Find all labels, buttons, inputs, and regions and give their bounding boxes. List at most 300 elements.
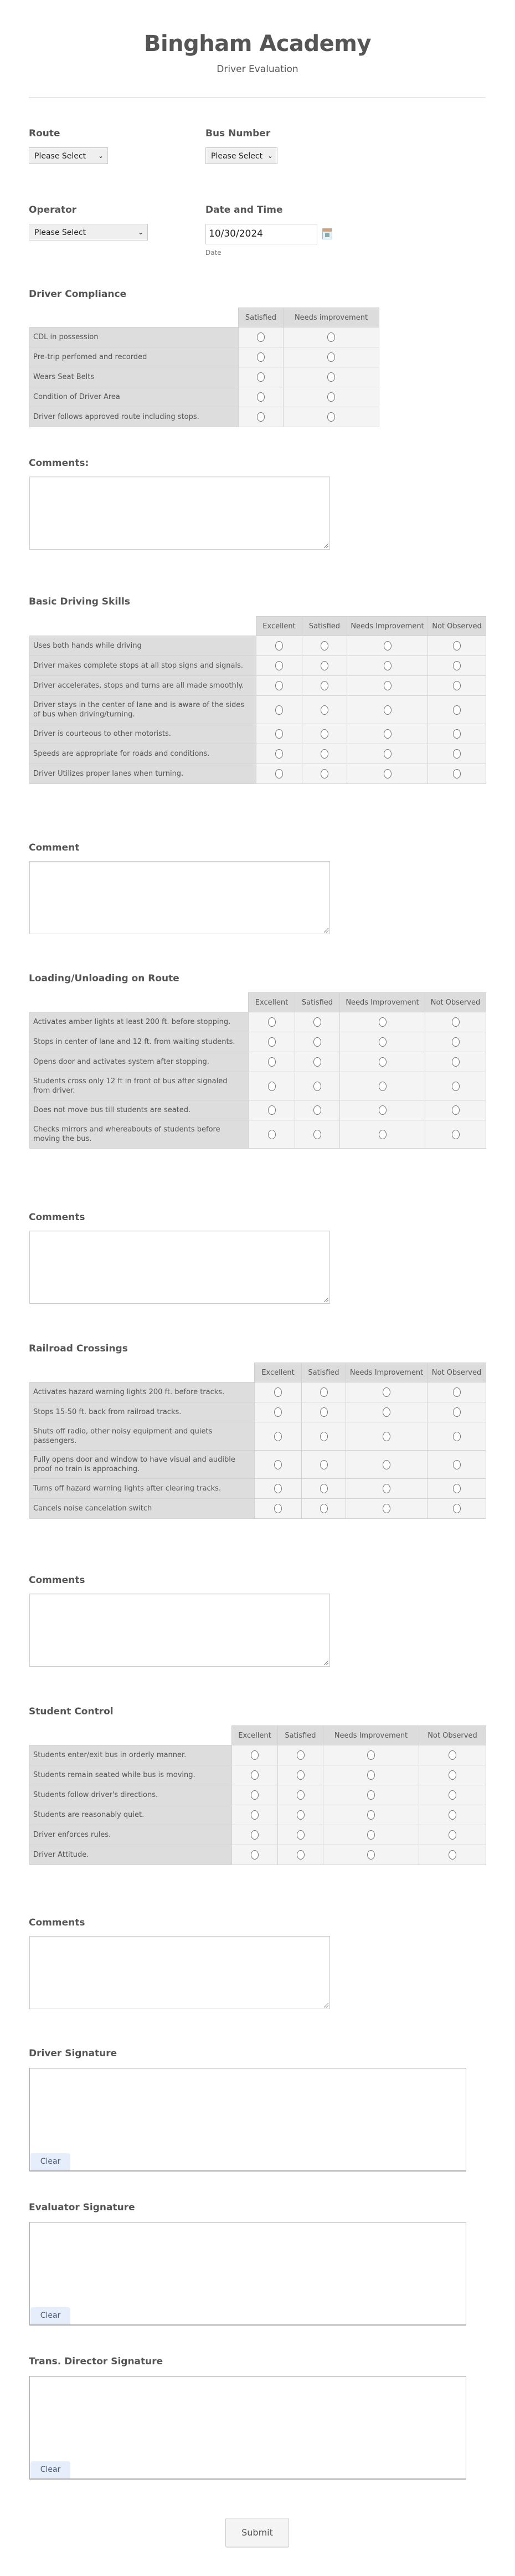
matrix-header-row: [30, 1363, 486, 1382]
radio-cell: [239, 347, 284, 367]
radio-cell: [302, 636, 347, 656]
radio-button[interactable]: [297, 1850, 305, 1860]
radio-button[interactable]: [449, 1770, 456, 1780]
radio-button[interactable]: [297, 1770, 305, 1780]
matrix-corner-cell: [30, 993, 249, 1012]
radio-cell: [255, 1402, 302, 1422]
radio-cell: [256, 656, 302, 676]
radio-button[interactable]: [321, 729, 328, 739]
radio-button[interactable]: [313, 1017, 321, 1027]
radio-cell: [278, 1785, 323, 1805]
row-label: Stops 15-50 ft. back from railroad tracks.: [30, 1402, 255, 1422]
radio-cell: [340, 1052, 425, 1072]
column-header: Not Observed: [428, 1363, 486, 1382]
column-header: Satisfied: [295, 993, 340, 1012]
radio-cell: [278, 1765, 323, 1785]
loading-unloading-matrix: [29, 992, 486, 1149]
radio-button[interactable]: [453, 769, 461, 779]
radio-cell: [278, 1745, 323, 1765]
row-label: Speeds are appropriate for roads and conditions.: [30, 744, 256, 764]
radio-cell: [428, 1451, 486, 1479]
radio-button[interactable]: [383, 1387, 390, 1397]
radio-cell: [323, 1825, 419, 1845]
row-label: Students remain seated while bus is moving.: [30, 1765, 232, 1785]
radio-cell: [249, 1120, 295, 1149]
matrix-corner-cell: [30, 1363, 255, 1382]
radio-button[interactable]: [274, 1484, 282, 1493]
radio-button[interactable]: [275, 705, 283, 715]
radio-cell: [249, 1072, 295, 1100]
resize-handle-icon[interactable]: [324, 928, 328, 933]
radio-cell: [346, 1422, 428, 1451]
radio-button[interactable]: [449, 1850, 456, 1860]
radio-cell: [347, 656, 428, 676]
form-title: Bingham Academy: [143, 31, 372, 57]
radio-cell: [425, 1052, 486, 1072]
driver-signature-pad[interactable]: [29, 2068, 466, 2172]
radio-button[interactable]: [379, 1105, 387, 1115]
radio-cell: [302, 724, 347, 744]
radio-button[interactable]: [367, 1810, 375, 1820]
radio-cell: [425, 1100, 486, 1120]
resize-handle-icon[interactable]: [324, 1298, 328, 1302]
radio-button[interactable]: [257, 372, 265, 382]
driver-signature-label: Driver Signature: [29, 2048, 117, 2059]
radio-button[interactable]: [313, 1057, 321, 1067]
chevron-down-icon: ⌄: [138, 229, 143, 236]
radio-button[interactable]: [327, 332, 335, 342]
radio-button[interactable]: [274, 1407, 282, 1417]
radio-cell: [232, 1805, 278, 1825]
radio-cell: [428, 744, 486, 764]
radio-button[interactable]: [453, 661, 461, 670]
matrix-header-row: [30, 993, 486, 1012]
date-time-label: Date and Time: [205, 204, 283, 216]
matrix-row: [30, 1422, 486, 1451]
date-input[interactable]: 10/30/2024: [205, 224, 317, 244]
radio-button[interactable]: [327, 412, 335, 422]
radio-button[interactable]: [274, 1432, 282, 1441]
radio-button[interactable]: [320, 1460, 328, 1469]
row-label: Students follow driver's directions.: [30, 1785, 232, 1805]
radio-button[interactable]: [453, 1504, 461, 1513]
radio-button[interactable]: [320, 1504, 328, 1513]
radio-cell: [419, 1825, 486, 1845]
radio-button[interactable]: [383, 1432, 390, 1441]
calendar-icon[interactable]: [322, 228, 332, 239]
column-header: Satisfied: [302, 617, 347, 636]
radio-button[interactable]: [320, 1407, 328, 1417]
radio-button[interactable]: [251, 1850, 259, 1860]
matrix-row: [30, 1032, 486, 1052]
radio-cell: [232, 1745, 278, 1765]
radio-button[interactable]: [384, 769, 392, 779]
radio-button[interactable]: [367, 1850, 375, 1860]
radio-cell: [302, 1422, 346, 1451]
radio-button[interactable]: [274, 1387, 282, 1397]
radio-cell: [347, 744, 428, 764]
radio-cell: [255, 1422, 302, 1451]
radio-button[interactable]: [384, 705, 392, 715]
radio-button[interactable]: [268, 1105, 276, 1115]
radio-cell: [425, 1072, 486, 1100]
loading-unloading-heading: Loading/Unloading on Route: [29, 973, 179, 984]
radio-button[interactable]: [367, 1750, 375, 1760]
radio-button[interactable]: [268, 1130, 276, 1139]
matrix-row: [30, 1745, 486, 1765]
radio-cell: [302, 1451, 346, 1479]
compliance-comments-label: Comments:: [29, 458, 89, 469]
radio-button[interactable]: [251, 1770, 259, 1780]
matrix-row: [30, 1785, 486, 1805]
row-label: Does not move bus till students are seated.: [30, 1100, 249, 1120]
radio-cell: [340, 1072, 425, 1100]
column-header: Satisfied: [278, 1726, 323, 1745]
column-header: Needs Improvement: [340, 993, 425, 1012]
matrix-row: [30, 1072, 486, 1100]
radio-cell: [284, 347, 379, 367]
row-label: Students cross only 12 ft in front of bus after signaled from driver.: [30, 1072, 249, 1100]
radio-button[interactable]: [379, 1037, 387, 1047]
radio-button[interactable]: [268, 1057, 276, 1067]
bus-number-select[interactable]: [205, 147, 277, 164]
radio-cell: [302, 656, 347, 676]
radio-button[interactable]: [257, 332, 265, 342]
radio-button[interactable]: [274, 1504, 282, 1513]
radio-cell: [340, 1120, 425, 1149]
radio-cell: [346, 1451, 428, 1479]
row-label: Driver follows approved route including stops.: [30, 407, 239, 427]
radio-button[interactable]: [379, 1017, 387, 1027]
matrix-row: [30, 764, 486, 784]
radio-button[interactable]: [383, 1407, 390, 1417]
radio-button[interactable]: [379, 1082, 387, 1091]
radio-cell: [256, 744, 302, 764]
radio-cell: [302, 1402, 346, 1422]
row-label: Driver is courteous to other motorists.: [30, 724, 256, 744]
radio-button[interactable]: [453, 641, 461, 651]
radio-button[interactable]: [275, 681, 283, 690]
radio-button[interactable]: [321, 641, 328, 651]
radio-cell: [278, 1825, 323, 1845]
radio-button[interactable]: [320, 1432, 328, 1441]
radio-button[interactable]: [275, 729, 283, 739]
resize-handle-icon[interactable]: [324, 2003, 328, 2007]
radio-button[interactable]: [313, 1082, 321, 1091]
row-label: Driver stays in the center of lane and is aware of the sides of bus when driving/turning.: [30, 696, 256, 724]
column-header: Needs Improvement: [347, 617, 428, 636]
operator-select[interactable]: [29, 224, 148, 240]
radio-button[interactable]: [297, 1830, 305, 1840]
radio-button[interactable]: [251, 1750, 259, 1760]
row-label: Pre-trip perfomed and recorded: [30, 347, 239, 367]
compliance-comments-textarea[interactable]: [29, 477, 330, 550]
matrix-row: [30, 387, 379, 407]
radio-button[interactable]: [320, 1484, 328, 1493]
radio-cell: [428, 724, 486, 744]
railroad-crossings-heading: Railroad Crossings: [29, 1343, 128, 1354]
basic-driving-skills-matrix: [29, 616, 486, 784]
radio-button[interactable]: [327, 372, 335, 382]
radio-button[interactable]: [384, 681, 392, 690]
matrix-row: [30, 1120, 486, 1149]
column-header: Not Observed: [428, 617, 486, 636]
radio-button[interactable]: [449, 1750, 456, 1760]
row-label: Wears Seat Belts: [30, 367, 239, 387]
radio-button[interactable]: [449, 1830, 456, 1840]
submit-button[interactable]: Submit: [225, 2518, 289, 2547]
column-header: Not Observed: [425, 993, 486, 1012]
radio-button[interactable]: [274, 1460, 282, 1469]
radio-cell: [323, 1765, 419, 1785]
row-label: Students enter/exit bus in orderly manner.: [30, 1745, 232, 1765]
radio-cell: [302, 1499, 346, 1519]
matrix-row: [30, 1012, 486, 1032]
director-signature-label: Trans. Director Signature: [29, 2356, 163, 2367]
radio-cell: [278, 1805, 323, 1825]
resize-handle-icon[interactable]: [324, 1661, 328, 1665]
driver-signature-clear-button[interactable]: Clear: [30, 2153, 70, 2170]
radio-button[interactable]: [321, 705, 328, 715]
radio-button[interactable]: [275, 769, 283, 779]
radio-button[interactable]: [452, 1130, 460, 1139]
radio-button[interactable]: [297, 1790, 305, 1800]
column-header: Satisfied: [239, 308, 284, 327]
radio-button[interactable]: [257, 352, 265, 362]
column-header: Needs Improvement: [323, 1726, 419, 1745]
row-label: Uses both hands while driving: [30, 636, 256, 656]
radio-button[interactable]: [313, 1037, 321, 1047]
row-label: Shuts off radio, other noisy equipment and quiets passengers.: [30, 1422, 255, 1451]
radio-cell: [428, 696, 486, 724]
radio-cell: [256, 676, 302, 696]
radio-cell: [340, 1012, 425, 1032]
evaluator-signature-pad[interactable]: [29, 2222, 466, 2326]
radio-cell: [428, 1499, 486, 1519]
matrix-row: [30, 1499, 486, 1519]
matrix-row: [30, 1825, 486, 1845]
radio-button[interactable]: [257, 412, 265, 422]
radio-button[interactable]: [275, 661, 283, 670]
radio-cell: [239, 327, 284, 347]
radio-button[interactable]: [452, 1017, 460, 1027]
student-control-heading: Student Control: [29, 1706, 114, 1717]
basic-driving-skills-heading: Basic Driving Skills: [29, 596, 130, 607]
radio-button[interactable]: [452, 1037, 460, 1047]
radio-cell: [428, 1422, 486, 1451]
radio-cell: [256, 764, 302, 784]
radio-cell: [428, 656, 486, 676]
loading-comments-label: Comments: [29, 1212, 85, 1223]
row-label: Driver Utilizes proper lanes when turning.: [30, 764, 256, 784]
radio-button[interactable]: [452, 1082, 460, 1091]
radio-button[interactable]: [251, 1790, 259, 1800]
radio-button[interactable]: [453, 1387, 461, 1397]
radio-button[interactable]: [251, 1830, 259, 1840]
row-label: Opens door and activates system after stopping.: [30, 1052, 249, 1072]
railroad-comments-label: Comments: [29, 1575, 85, 1586]
radio-cell: [295, 1120, 340, 1149]
radio-cell: [232, 1765, 278, 1785]
director-signature-clear-button[interactable]: Clear: [30, 2461, 70, 2478]
radio-button[interactable]: [452, 1057, 460, 1067]
radio-cell: [232, 1845, 278, 1865]
radio-cell: [255, 1451, 302, 1479]
route-select[interactable]: [29, 147, 108, 164]
column-header: Excellent: [256, 617, 302, 636]
matrix-row: [30, 1765, 486, 1785]
date-sublabel: Date: [205, 249, 222, 257]
matrix-corner-cell: [30, 1726, 232, 1745]
student-comments-textarea[interactable]: [29, 1936, 330, 2009]
operator-select-value: Please Select: [34, 228, 86, 237]
radio-cell: [284, 387, 379, 407]
radio-button[interactable]: [251, 1810, 259, 1820]
director-signature-pad[interactable]: [29, 2376, 466, 2480]
radio-cell: [346, 1479, 428, 1499]
radio-button[interactable]: [379, 1130, 387, 1139]
radio-button[interactable]: [321, 769, 328, 779]
radio-button[interactable]: [383, 1504, 390, 1513]
radio-cell: [346, 1382, 428, 1402]
matrix-row: [30, 1479, 486, 1499]
radio-button[interactable]: [453, 705, 461, 715]
radio-button[interactable]: [257, 392, 265, 402]
radio-button[interactable]: [384, 661, 392, 670]
driver-compliance-matrix: [29, 308, 379, 427]
radio-button[interactable]: [384, 729, 392, 739]
evaluator-signature-clear-button[interactable]: Clear: [30, 2307, 70, 2324]
radio-button[interactable]: [313, 1105, 321, 1115]
loading-comments-textarea[interactable]: [29, 1231, 330, 1304]
radio-button[interactable]: [275, 641, 283, 651]
radio-button[interactable]: [449, 1810, 456, 1820]
basic-comment-label: Comment: [29, 842, 80, 853]
matrix-row: [30, 676, 486, 696]
row-label: Activates hazard warning lights 200 ft. before tracks.: [30, 1382, 255, 1402]
radio-cell: [302, 676, 347, 696]
radio-cell: [256, 724, 302, 744]
radio-button[interactable]: [379, 1057, 387, 1067]
column-header: Satisfied: [302, 1363, 346, 1382]
radio-cell: [428, 1402, 486, 1422]
header-divider: [29, 97, 486, 98]
radio-button[interactable]: [367, 1830, 375, 1840]
radio-cell: [302, 1382, 346, 1402]
matrix-row: [30, 1845, 486, 1865]
radio-button[interactable]: [384, 749, 392, 759]
radio-button[interactable]: [367, 1790, 375, 1800]
radio-cell: [347, 724, 428, 744]
column-header: Needs Improvement: [346, 1363, 428, 1382]
radio-button[interactable]: [453, 1432, 461, 1441]
radio-button[interactable]: [321, 661, 328, 670]
radio-button[interactable]: [313, 1130, 321, 1139]
radio-cell: [347, 676, 428, 696]
radio-cell: [249, 1032, 295, 1052]
radio-button[interactable]: [275, 749, 283, 759]
radio-button[interactable]: [453, 729, 461, 739]
matrix-row: [30, 1451, 486, 1479]
resize-handle-icon[interactable]: [324, 544, 328, 548]
radio-button[interactable]: [384, 641, 392, 651]
radio-cell: [302, 744, 347, 764]
chevron-down-icon: ⌄: [267, 152, 273, 160]
radio-button[interactable]: [297, 1810, 305, 1820]
radio-cell: [256, 636, 302, 656]
radio-button[interactable]: [453, 681, 461, 690]
railroad-comments-textarea[interactable]: [29, 1594, 330, 1667]
bus-number-label: Bus Number: [205, 128, 271, 139]
row-label: Driver enforces rules.: [30, 1825, 232, 1845]
radio-cell: [425, 1120, 486, 1149]
radio-cell: [239, 387, 284, 407]
radio-cell: [295, 1100, 340, 1120]
radio-button[interactable]: [453, 749, 461, 759]
radio-cell: [419, 1805, 486, 1825]
chevron-down-icon: ⌄: [98, 152, 104, 160]
matrix-row: [30, 327, 379, 347]
radio-cell: [428, 1382, 486, 1402]
radio-button[interactable]: [383, 1460, 390, 1469]
form-subtitle: Driver Evaluation: [217, 64, 298, 75]
radio-button[interactable]: [268, 1017, 276, 1027]
row-label: Checks mirrors and whereabouts of students before moving the bus.: [30, 1120, 249, 1149]
radio-cell: [323, 1805, 419, 1825]
radio-button[interactable]: [383, 1484, 390, 1493]
column-header: Excellent: [232, 1726, 278, 1745]
radio-cell: [302, 696, 347, 724]
radio-cell: [323, 1745, 419, 1765]
radio-cell: [249, 1012, 295, 1032]
radio-cell: [428, 636, 486, 656]
radio-button[interactable]: [268, 1082, 276, 1091]
student-comments-label: Comments: [29, 1917, 85, 1928]
row-label: Turns off hazard warning lights after clearing tracks.: [30, 1479, 255, 1499]
radio-button[interactable]: [453, 1460, 461, 1469]
radio-cell: [419, 1745, 486, 1765]
route-select-value: Please Select: [34, 152, 86, 161]
basic-comment-textarea[interactable]: [29, 861, 330, 934]
radio-button[interactable]: [321, 749, 328, 759]
radio-cell: [419, 1765, 486, 1785]
matrix-row: [30, 744, 486, 764]
radio-button[interactable]: [367, 1770, 375, 1780]
radio-button[interactable]: [297, 1750, 305, 1760]
matrix-header-row: [30, 308, 379, 327]
radio-button[interactable]: [268, 1037, 276, 1047]
evaluator-signature-label: Evaluator Signature: [29, 2202, 135, 2213]
bus-number-select-value: Please Select: [211, 152, 263, 161]
radio-button[interactable]: [327, 352, 335, 362]
radio-cell: [425, 1032, 486, 1052]
radio-button[interactable]: [452, 1105, 460, 1115]
radio-button[interactable]: [320, 1387, 328, 1397]
radio-button[interactable]: [453, 1407, 461, 1417]
radio-button[interactable]: [321, 681, 328, 690]
student-control-matrix: [29, 1725, 486, 1865]
matrix-row: [30, 656, 486, 676]
radio-cell: [347, 636, 428, 656]
radio-button[interactable]: [453, 1484, 461, 1493]
row-label: Driver accelerates, stops and turns are all made smoothly.: [30, 676, 256, 696]
radio-button[interactable]: [327, 392, 335, 402]
radio-cell: [295, 1072, 340, 1100]
radio-cell: [346, 1402, 428, 1422]
radio-button[interactable]: [449, 1790, 456, 1800]
radio-cell: [323, 1845, 419, 1865]
radio-cell: [239, 407, 284, 427]
